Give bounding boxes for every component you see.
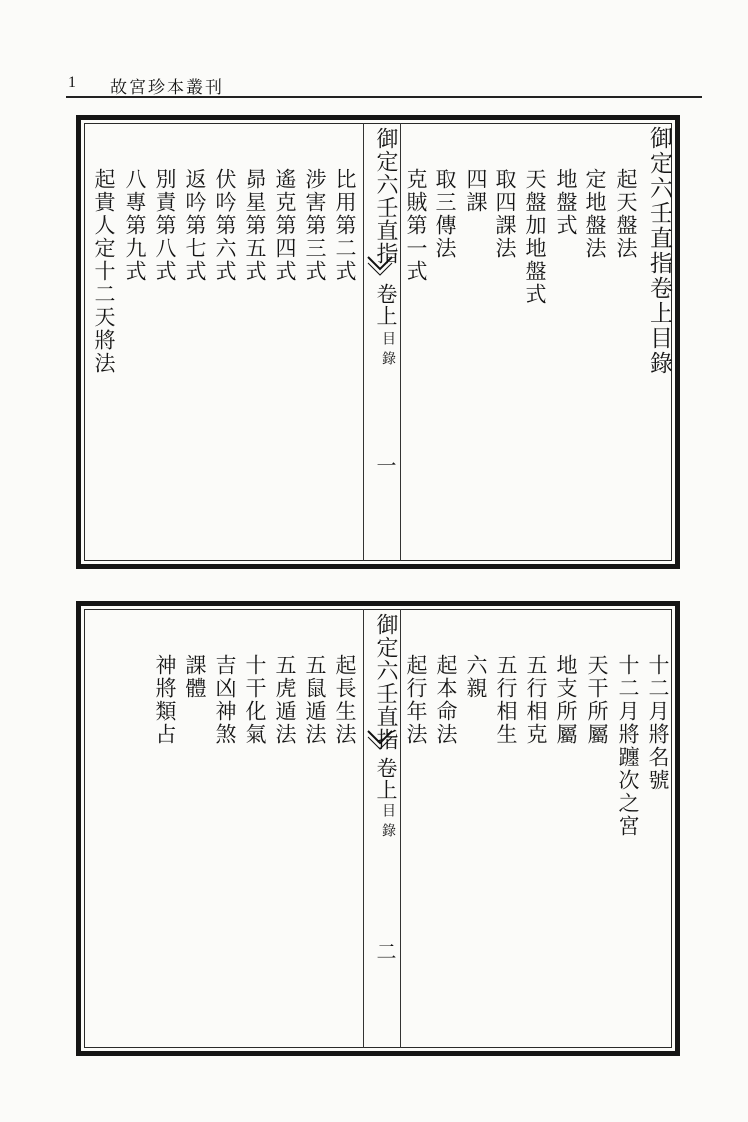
center-juan: 卷上 bbox=[374, 283, 398, 327]
toc-entry: 起本命法 bbox=[434, 654, 458, 746]
toc-entry: 十二月將躔次之宮 bbox=[616, 654, 640, 838]
toc-entry: 天盤加地盤式 bbox=[523, 168, 547, 306]
toc-entry: 五虎遁法 bbox=[273, 654, 297, 746]
header-rule bbox=[66, 96, 702, 98]
toc-entry: 起貴人定十二天將法 bbox=[92, 168, 116, 375]
toc-title: 御定六壬直指卷上目錄 bbox=[646, 126, 672, 376]
toc-entry: 地盤式 bbox=[554, 168, 578, 237]
toc-entry: 吉凶神煞 bbox=[213, 654, 237, 746]
folio-number: 一 bbox=[373, 455, 397, 475]
series-title: 故宮珍本叢刊 bbox=[110, 78, 224, 98]
toc-entry: 課體 bbox=[183, 654, 207, 700]
toc-entry: 取三傳法 bbox=[433, 168, 457, 260]
toc-entry: 五行相克 bbox=[524, 654, 548, 746]
toc-entry: 五行相生 bbox=[494, 654, 518, 746]
toc-entry: 取四課法 bbox=[493, 168, 517, 260]
toc-entry: 十干化氣 bbox=[243, 654, 267, 746]
toc-entry: 伏吟第六式 bbox=[213, 168, 237, 283]
toc-entry: 神將類占 bbox=[153, 654, 177, 746]
page-number: 1 bbox=[68, 74, 76, 91]
book-leaf-2 bbox=[76, 601, 680, 1056]
center-juan: 卷上 bbox=[374, 757, 398, 801]
center-book-title: 御定六壬直指 bbox=[373, 613, 398, 751]
toc-entry: 八專第九式 bbox=[123, 168, 147, 283]
toc-entry: 起天盤法 bbox=[614, 168, 638, 260]
toc-entry: 十二月將名號 bbox=[646, 654, 670, 792]
toc-entry: 起行年法 bbox=[404, 654, 428, 746]
running-head bbox=[66, 70, 702, 96]
toc-entry: 昴星第五式 bbox=[243, 168, 267, 283]
center-book-title: 御定六壬直指 bbox=[373, 127, 398, 265]
book-leaf-1 bbox=[76, 115, 680, 569]
center-mulu: 目錄 bbox=[380, 803, 396, 843]
toc-entry: 定地盤法 bbox=[583, 168, 607, 260]
toc-entry: 五鼠遁法 bbox=[303, 654, 327, 746]
center-mulu: 目錄 bbox=[380, 331, 396, 371]
center-band bbox=[363, 609, 401, 1048]
toc-entry: 四課 bbox=[464, 168, 488, 214]
toc-entry: 六親 bbox=[464, 654, 488, 700]
toc-entry: 克賊第一式 bbox=[404, 168, 428, 283]
toc-entry: 別責第八式 bbox=[153, 168, 177, 283]
center-band bbox=[363, 123, 401, 561]
fish-tail-mark bbox=[367, 255, 393, 283]
toc-entry: 比用第二式 bbox=[333, 168, 357, 283]
toc-entry: 地支所屬 bbox=[554, 654, 578, 746]
toc-entry: 起長生法 bbox=[333, 654, 357, 746]
toc-entry: 遙克第四式 bbox=[273, 168, 297, 283]
toc-entry: 返吟第七式 bbox=[183, 168, 207, 283]
folio-number: 二 bbox=[373, 941, 397, 961]
toc-entry: 涉害第三式 bbox=[303, 168, 327, 283]
toc-entry: 天干所屬 bbox=[585, 654, 609, 746]
fish-tail-mark bbox=[367, 729, 393, 757]
